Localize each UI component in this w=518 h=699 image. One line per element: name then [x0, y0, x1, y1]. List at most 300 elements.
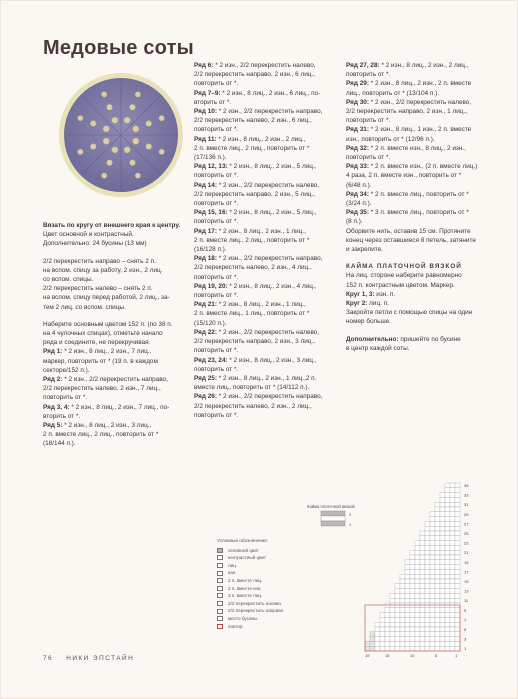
chart-cell: [415, 613, 420, 618]
chart-cell: [450, 565, 455, 570]
chart-cell: [435, 608, 440, 613]
chart-cell: [430, 627, 435, 632]
chart-cell: [395, 637, 400, 642]
chart-cell: [375, 641, 380, 646]
chart-cell: [395, 617, 400, 622]
chart-cell: [380, 507, 385, 512]
chart-cell: [365, 617, 370, 622]
chart-cell: [365, 579, 370, 584]
chart-cell: [435, 627, 440, 632]
chart-cell: [365, 512, 370, 517]
text-line: Ряд 7–9: * 2 изн., 8 лиц., 2 изн., 6 лиц., по-: [194, 89, 321, 97]
text-line: в центр каждой соты.: [346, 344, 410, 352]
chart-cell: [425, 593, 430, 598]
chart-cell: [430, 531, 435, 536]
legend-label: изн.: [228, 570, 237, 576]
legend-item: [217, 607, 347, 615]
chart-cell: [410, 483, 415, 488]
chart-cell: [450, 536, 455, 541]
chart-cell: [440, 541, 445, 546]
chart-cell: [455, 545, 460, 550]
chart-cell: [435, 555, 440, 560]
chart-cell: [380, 574, 385, 579]
text-line: 2/2 перекрестить направо, 2 изн., 5 лиц.,: [194, 190, 316, 198]
chart-cell: [365, 613, 370, 618]
chart-cell: [420, 512, 425, 517]
chart-cell: [385, 526, 390, 531]
chart-cell: [445, 622, 450, 627]
chart-cell: [420, 589, 425, 594]
chart-cell: [410, 493, 415, 498]
chart-cell: [395, 483, 400, 488]
chart-cell: [435, 593, 440, 598]
chart-cell: [375, 502, 380, 507]
chart-cell: [405, 627, 410, 632]
chart-cell: [395, 574, 400, 579]
chart-cell: [385, 574, 390, 579]
chart-cell: [435, 531, 440, 536]
legend-label: 2/2 перекрестить налево: [228, 600, 281, 606]
chart-cell: [365, 507, 370, 512]
chart-cell: [410, 517, 415, 522]
page-number: 76: [43, 655, 54, 662]
chart-cell: [365, 627, 370, 632]
text-line: секторе/152 п.).: [43, 366, 90, 374]
chart-cell: [385, 502, 390, 507]
chart-cell: [380, 531, 385, 536]
chart-cell: [385, 608, 390, 613]
chart-cell: [440, 584, 445, 589]
text-line: изн., повторить от * (12/96 п.).: [346, 135, 435, 143]
chart-cell: [440, 589, 445, 594]
chart-cell: [370, 569, 375, 574]
chart-cell: [425, 574, 430, 579]
text-line: на 4 чулочных спицах), отметьте начало: [43, 330, 163, 338]
chart-cell: [375, 541, 380, 546]
legend-label: контрастный цвет: [228, 555, 266, 561]
chart-cell: [450, 517, 455, 522]
chart-cell: [370, 483, 375, 488]
chart-cell: [390, 632, 395, 637]
chart-cell: [385, 555, 390, 560]
chart-cell: [385, 613, 390, 618]
bead: [129, 104, 135, 110]
abbr-line: 2/2 перекрестить налево – снять 2 п.: [43, 285, 153, 293]
chart-cell: [370, 579, 375, 584]
chart-cell: [395, 497, 400, 502]
chart-cell: [400, 632, 405, 637]
chart-cell: [420, 550, 425, 555]
chart-cell: [440, 545, 445, 550]
chart-cell: [380, 584, 385, 589]
chart-cell: [445, 560, 450, 565]
chart-cell: [445, 512, 450, 517]
chart-cell: [400, 493, 405, 498]
chart-cell: [385, 637, 390, 642]
chart-cell: [410, 603, 415, 608]
column-2: [194, 61, 337, 420]
chart-cell: [365, 526, 370, 531]
text-line: Ряд 21: * 2 изн., 8 лиц., 2 изн., 1 лиц.,: [194, 301, 306, 309]
text-line: 2/2 перекрестить направо, 2 изн., 1 лиц.,: [346, 108, 468, 116]
chart-cell: [425, 627, 430, 632]
chart-cell: [405, 512, 410, 517]
chart-cell: [440, 613, 445, 618]
chart-cell: [370, 560, 375, 565]
chart-cell: [380, 502, 385, 507]
chart-cell: [405, 517, 410, 522]
chart-cell: [395, 545, 400, 550]
chart-cell: [415, 574, 420, 579]
chart-cell: [415, 565, 420, 570]
chart-cell: [435, 579, 440, 584]
chart-cell: [395, 512, 400, 517]
chart-cell: [455, 627, 460, 632]
chart-cell: [400, 560, 405, 565]
chart-cell: [365, 517, 370, 522]
chart-cell: [405, 497, 410, 502]
chart-cell: [370, 545, 375, 550]
text-line: Ряд 23, 24: * 2 изн., 8 лиц., 2 изн., 3 лиц.,: [194, 356, 317, 364]
chart-cell: [450, 483, 455, 488]
chart-cell: [425, 497, 430, 502]
chart-cell: [440, 497, 445, 502]
bead: [129, 160, 135, 166]
chart-cell: [370, 646, 375, 651]
chart-cell: [390, 512, 395, 517]
chart-cell: [420, 521, 425, 526]
chart-cell: [450, 497, 455, 502]
chart-cell: [435, 569, 440, 574]
chart-cell: [425, 507, 430, 512]
chart-cell: [400, 497, 405, 502]
chart-cell: [395, 541, 400, 546]
bead: [78, 149, 84, 155]
chart-cell: [370, 617, 375, 622]
chart-cell: [430, 545, 435, 550]
bead: [146, 121, 152, 127]
chart-row-number: 15: [464, 579, 469, 584]
chart-cell: [375, 613, 380, 618]
chart-cell: [450, 579, 455, 584]
chart-cell: [400, 589, 405, 594]
text-line: Ряд 18: * 2 изн., 2/2 перекрестить направо,: [194, 255, 323, 263]
chart-cell: [415, 483, 420, 488]
text-line: 2/2 перекрестить налево, 2 изн., 4 лиц.,: [194, 264, 312, 272]
chart-cell: [425, 569, 430, 574]
chart-cell: [370, 641, 375, 646]
chart-cell: [370, 613, 375, 618]
chart-cell: [400, 555, 405, 560]
chart-cell: [405, 608, 410, 613]
chart-cell: [445, 637, 450, 642]
chart-cell: [420, 574, 425, 579]
chart-cell: [380, 521, 385, 526]
text-line: повторить от *.: [194, 273, 239, 281]
chart-cell: [420, 565, 425, 570]
legend-item: [217, 615, 347, 623]
chart-cell: [400, 603, 405, 608]
legend-label: 2/2 перекрестить направо: [228, 608, 284, 614]
chart-cell: [395, 627, 400, 632]
chart-cell: [425, 637, 430, 642]
chart-cell: [375, 488, 380, 493]
legend-item: [217, 585, 347, 593]
chart-cell: [445, 646, 450, 651]
chart-cell: [390, 550, 395, 555]
bead: [112, 117, 118, 123]
chart-cell: [420, 526, 425, 531]
chart-cell: [455, 613, 460, 618]
chart-row-number: 1: [464, 646, 467, 652]
text-line: Ряд 17: * 2 изн., 8 лиц., 2 изн., 1 лиц.,: [194, 227, 306, 235]
chart-cell: [395, 555, 400, 560]
chart-cell: [450, 488, 455, 493]
chart-cell: [380, 632, 385, 637]
chart-cell: [375, 603, 380, 608]
chart-cell: [405, 565, 410, 570]
chart-cell: [400, 617, 405, 622]
chart-cell: [365, 488, 370, 493]
chart-cell: [390, 637, 395, 642]
chart-cell: [365, 502, 370, 507]
edge-chart-grid: [307, 509, 357, 533]
chart-cell: [435, 641, 440, 646]
chart-cell: [420, 627, 425, 632]
chart-cell: [405, 507, 410, 512]
chart-cell: [370, 584, 375, 589]
chart-cell: [445, 517, 450, 522]
text-line: 2/2 перекрестить налево, 2 изн., 2 лиц.,: [194, 402, 312, 410]
legend-swatch: [217, 601, 223, 606]
chart-cell: [375, 517, 380, 522]
chart-cell: [410, 507, 415, 512]
text-line: Ряд 25: * 2 изн., 8 лиц., 2 изн., 1 лиц.,2 п.: [194, 374, 317, 382]
chart-cell: [425, 526, 430, 531]
chart-cell: [365, 574, 370, 579]
chart-cell: [440, 526, 445, 531]
chart-cell: [425, 545, 430, 550]
chart-cell: [425, 531, 430, 536]
chart-cell: [375, 565, 380, 570]
chart-cell: [385, 560, 390, 565]
text-line: Ряд 32: * 2 п. вместе изн., 8 лиц., 2 изн.,: [346, 144, 466, 152]
chart-row-number: 27: [464, 521, 469, 527]
chart-cell: [430, 608, 435, 613]
chart-cell: [415, 536, 420, 541]
chart-cell: [415, 646, 420, 651]
chart-cell: [400, 574, 405, 579]
chart-cell: [375, 555, 380, 560]
chart-cell: [375, 632, 380, 637]
chart-row-number: 9: [464, 607, 467, 613]
chart-cell: [440, 512, 445, 517]
chart-cell: [440, 507, 445, 512]
text-line: Ряд 2: * 2 изн., 2/2 перекрестить направо,: [43, 376, 168, 384]
text-line: (17/136 п.).: [194, 154, 227, 162]
chart-row-number: 35: [464, 483, 469, 488]
chart-cell: [450, 632, 455, 637]
chart-cell: [380, 541, 385, 546]
chart-cell: [410, 637, 415, 642]
chart-cell: [415, 517, 420, 522]
chart-cell: [435, 512, 440, 517]
chart-cell: [395, 560, 400, 565]
chart-cell: [380, 560, 385, 565]
chart-cell: [395, 569, 400, 574]
chart-cell: [420, 502, 425, 507]
chart-cell: [380, 550, 385, 555]
text-line: повторить от *.: [346, 117, 391, 125]
text-line: Оборвите нить, оставив 15 см. Протяните: [346, 227, 471, 235]
chart-cell: [420, 569, 425, 574]
chart-cell: [420, 488, 425, 493]
text-line: и закрепите.: [346, 246, 383, 254]
chart-cell: [440, 483, 445, 488]
chart-cell: [425, 579, 430, 584]
chart-cell: [400, 521, 405, 526]
chart-cell: [385, 627, 390, 632]
chart-cell: [445, 488, 450, 493]
column-3: [346, 61, 484, 353]
chart-cell: [365, 536, 370, 541]
chart-cell: [410, 584, 415, 589]
chart-cell: [410, 512, 415, 517]
chart-cell: [455, 589, 460, 594]
chart-cell: [420, 632, 425, 637]
text-line: Ряд 5: * 2 изн., 8 лиц., 2 изн., 3 лиц.,: [43, 422, 152, 430]
chart-cell: [425, 608, 430, 613]
chart-cell: [435, 646, 440, 651]
chart-cell: [450, 526, 455, 531]
chart-cell: [410, 526, 415, 531]
text-line: (6/48 п.).: [346, 181, 372, 189]
chart-cell: [375, 507, 380, 512]
chart-row-number: 21: [464, 550, 469, 556]
chart-cell: [455, 646, 460, 651]
text-line: (16/128 п.).: [194, 246, 227, 254]
text-line: 4 раза, 2 п. вместе изн., повторить от *: [346, 172, 462, 180]
chart-cell: [405, 617, 410, 622]
chart-cell: [370, 512, 375, 517]
chart-cell: [370, 502, 375, 507]
abbr-left: [43, 284, 185, 312]
chart-cell: [365, 560, 370, 565]
chart-cell: [390, 608, 395, 613]
chart-cell: [420, 637, 425, 642]
text-line: Ряд 35: * 3 п. вместе лиц., повторить от *: [346, 209, 469, 217]
chart-cell: [370, 589, 375, 594]
chart-cell: [430, 565, 435, 570]
chart-cell: [390, 521, 395, 526]
chart-cell: [440, 617, 445, 622]
bead: [107, 160, 113, 166]
chart-cell: [370, 637, 375, 642]
text-line: Наберите основным цветом 152 п. (по 38 п.: [43, 320, 173, 328]
chart-cell: [395, 641, 400, 646]
chart-cell: [445, 603, 450, 608]
chart-cell: [395, 493, 400, 498]
chart-cell: [425, 613, 430, 618]
chart-cell: [430, 579, 435, 584]
chart-cell: [450, 521, 455, 526]
chart-cell: [415, 507, 420, 512]
text-line: Ряд 26: * 2 изн., 2/2 перекрестить направо,: [194, 393, 323, 401]
text-line: повторить от *.: [194, 292, 239, 300]
chart-cell: [425, 488, 430, 493]
chart-cell: [390, 613, 395, 618]
chart-cell: [430, 603, 435, 608]
chart-row-number: 7: [464, 617, 467, 623]
chart-cell: [420, 555, 425, 560]
chart-cell: [370, 517, 375, 522]
chart-cell: [450, 617, 455, 622]
chart-cell: [390, 598, 395, 603]
chart-cell: [415, 541, 420, 546]
chart-cell: [430, 507, 435, 512]
chart-cell: [380, 565, 385, 570]
chart-cell: [410, 641, 415, 646]
chart-cell: [415, 584, 420, 589]
chart-cell: [455, 569, 460, 574]
text-line: Ряд 6: * 2 изн., 2/2 перекрестить налево,: [194, 62, 316, 69]
chart-cell: [415, 589, 420, 594]
legend-label: лиц.: [228, 562, 238, 568]
chart-cell: [450, 502, 455, 507]
chart-cell: [445, 584, 450, 589]
chart-cell: [370, 541, 375, 546]
chart-cell: [410, 617, 415, 622]
chart-cell: [425, 589, 430, 594]
chart-cell: [365, 531, 370, 536]
edge-chart-row-label: 1: [349, 522, 352, 527]
chart-cell: [440, 627, 445, 632]
chart-cell: [400, 531, 405, 536]
bead: [101, 173, 107, 179]
chart-cell: [405, 488, 410, 493]
chart-cell: [455, 584, 460, 589]
chart-cell: [435, 521, 440, 526]
text-line: Ряд 10: * 2 изн., 2/2 перекрестить направо,: [194, 108, 323, 116]
text-line: 2/2 перекрестить направо, 2 изн., 6 лиц.,: [194, 71, 316, 79]
legend-label: 3 п. вместе лиц.: [228, 593, 263, 599]
chart-cell: [365, 632, 370, 637]
legend-swatch: [217, 593, 223, 598]
chart-cell: [405, 550, 410, 555]
text-line: повторить от *.: [194, 365, 239, 373]
chart-cell: [440, 531, 445, 536]
chart-cell: [370, 531, 375, 536]
chart-cell: [365, 521, 370, 526]
abbr-line: на вспом. спицу за работу, 2 изн., 2 лиц.: [43, 266, 163, 274]
chart-cell: [450, 603, 455, 608]
abbr-line: тем 2 лиц. со вспом. спицы.: [43, 303, 126, 311]
chart-cell: [440, 555, 445, 560]
chart-cell: [395, 531, 400, 536]
chart-cell: [410, 598, 415, 603]
chart-cell: [440, 646, 445, 651]
chart-cell: [390, 507, 395, 512]
chart-cell: [385, 579, 390, 584]
abbr-line: на вспом. спицу перед работой, 2 лиц., за-: [43, 294, 170, 302]
chart-cell: [375, 545, 380, 550]
knitted-coaster-photo: [57, 71, 185, 199]
chart-cell: [405, 536, 410, 541]
chart-cell: [410, 589, 415, 594]
chart-cell: [430, 526, 435, 531]
chart-col-number: 10: [410, 653, 415, 657]
text-line: На лиц. стороне наберите равномерно: [346, 272, 462, 280]
